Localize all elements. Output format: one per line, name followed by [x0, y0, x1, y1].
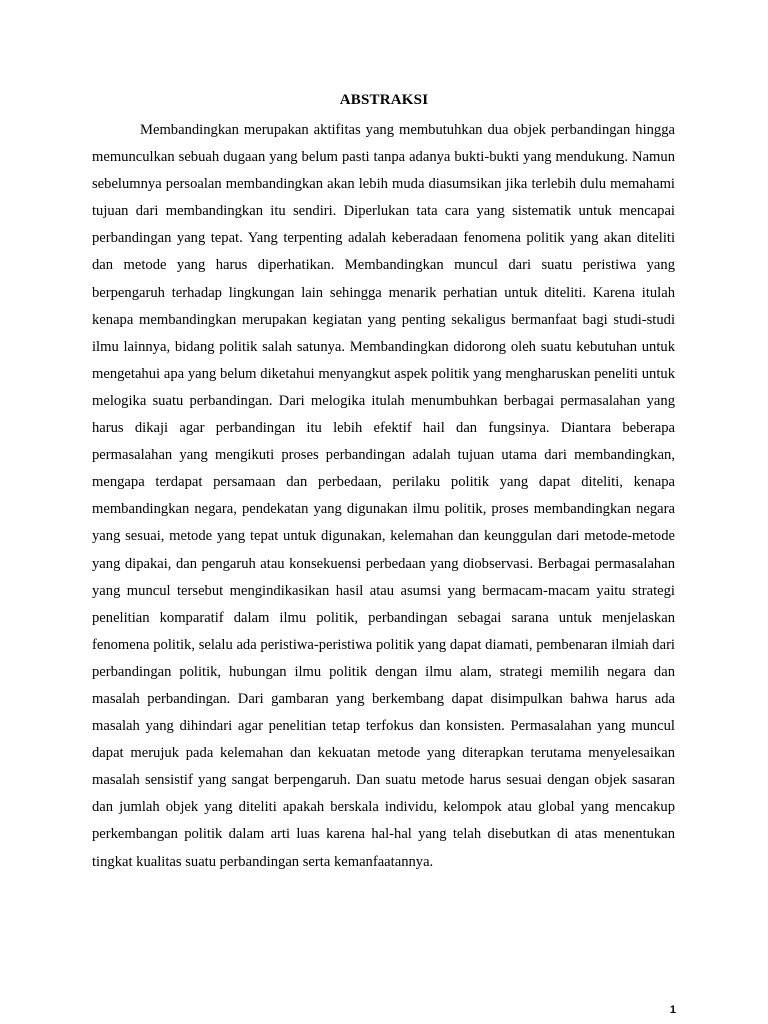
- page-title: ABSTRAKSI: [339, 92, 429, 108]
- page-number: 1: [669, 1004, 676, 1016]
- abstract-paragraph: Membandingkan merupakan aktifitas yang membutuhkan dua objek perbandingan hingga memunculkan sebuah dugaan yang belum pasti tanpa adanya bukti-bukti yang mendukung. Namun sebelumnya persoalan membandingkan akan lebih muda diasumsikan jika terlebih dulu memahami tujuan dari membandingkan itu sendiri. Diperlukan tata cara yang sistematik untuk mencapai perbandingan yang tepat. Yang terpenting adalah keberadaan fenomena politik yang akan diteliti dan metode yang harus diperhatikan. Membandingkan muncul dari suatu peristiwa yang berpengaruh terhadap lingkungan lain sehingga menarik perhatian untuk diteliti. Karena itulah kenapa membandingkan merupakan kegiatan yang penting sekaligus bermanfaat bagi studi-studi ilmu lainnya, bidang politik salah satunya. Membandingkan didorong oleh suatu kebutuhan untuk mengetahui apa yang belum diketahui menyangkut aspek politik yang mengharuskan peneliti untuk melogika suatu perbandingan. Dari melogika itulah menumbuhkan berbagai permasalahan yang harus dikaji agar perbandingan itu lebih efektif hail dan fungsinya. Diantara beberapa permasalahan yang mengikuti proses perbandingan adalah tujuan utama dari membandingkan, mengapa terdapat persamaan dan perbedaan, perilaku politik yang dapat diteliti, kenapa membandingkan negara, pendekatan yang digunakan ilmu politik, proses membandingkan negara yang sesuai, metode yang tepat untuk digunakan, kelemahan dan keunggulan dari metode-metode yang dipakai, dan pengaruh atau konsekuensi perbedaan yang diobservasi. Berbagai permasalahan yang muncul tersebut mengindikasikan hasil atau asumsi yang bermacam-macam yaitu strategi penelitian komparatif dalam ilmu politik, perbandingan sebagai sarana untuk menjelaskan fenomena politik, selalu ada peristiwa-peristiwa politik yang dapat diamati, pembenaran ilmiah dari perbandingan politik, hubungan ilmu politik dengan ilmu alam, strategi memilih negara dan masalah perbandingan. Dari gambaran yang berkembang dapat disimpulkan bahwa harus ada masalah yang dihindari agar penelitian tetap terfokus dan konsisten. Permasalahan yang muncul dapat merujuk pada kelemahan dan kekuatan metode yang diterapkan terutama menyelesaikan masalah sensistif yang sangat berpengaruh. Dan suatu metode harus sesuai dengan objek sasaran dan jumlah objek yang diteliti apakah berskala individu, kelompok atau global yang mencakup perkembangan politik dalam arti luas karena hal-hal yang telah disebutkan di atas menentukan tingkat kualitas suatu perbandingan serta kemanfaatannya.: [92, 122, 675, 870]
